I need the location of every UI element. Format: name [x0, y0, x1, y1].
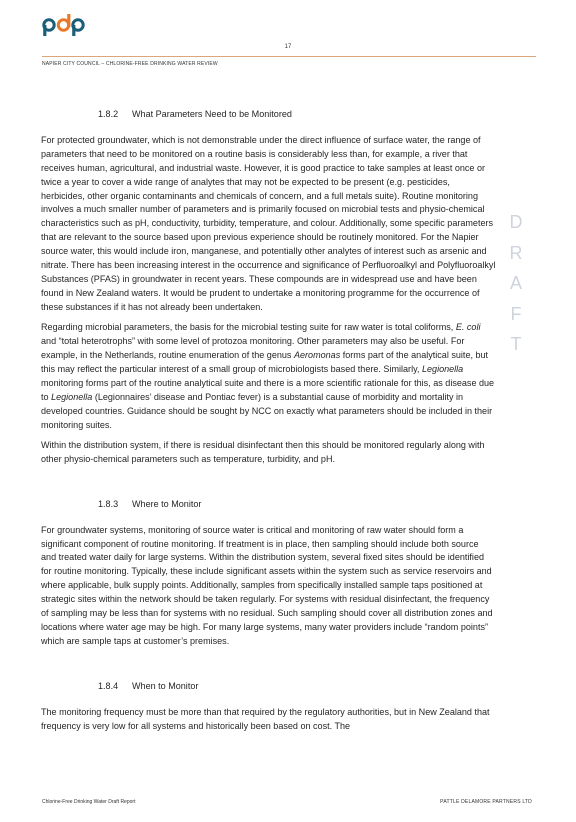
pdp-logo: [42, 13, 86, 37]
footer-company: PATTLE DELAMORE PARTNERS LTD: [440, 799, 532, 805]
italic-term: Legionella: [421, 363, 464, 374]
watermark-letter: A: [509, 273, 522, 293]
header-divider: [42, 56, 536, 57]
paragraph: For protected groundwater, which is not demonstrable under the direct influence of surface water, the range of parameters that need to be monitored on a routine basis is considerably less than, for example, a river that receives human, agricultural, and industrial waste. However, it is good practice to take samples at least once or twice a year to cover a wide range of analytes that may not be expected to be present (e.g. pesticides, herbicides, other organic contaminants and chemicals of concern, and a full metals suite). Routine monitoring involves a much smaller number of parameters and is primarily focused on microbial tests and physio-chemical characteristics such as pH, conductivity, turbidity, temperature, and colour. Additionally, some specific parameters that are relevant to the source based upon previous experience should be routinely monitored. For the Napier source water, this would include iron, manganese, and potentially other analytes of interest such as arsenic and nitrate. There has been increasing interest in the occurrence and significance of Perfluoroalkyl and Polyfluoroalkyl Substances (PFAS) in groundwater in recent years. These compounds are in widespread use and have been found in New Zealand waters. It would be prudent to undertake a monitoring programme for the occurrence of these substances if it has not already been undertaken.: [41, 134, 496, 312]
paragraph: The monitoring frequency must be more than that required by the regulatory authorities, but in New Zealand that frequency is very low for all systems and historically been based on cost. The: [41, 706, 490, 731]
document-body: [41, 108, 496, 740]
footer-report-title: Chlorine-Free Drinking Water Draft Report: [42, 799, 136, 805]
section-heading-1-8-2: [98, 108, 496, 122]
italic-term: Aeromonas: [293, 350, 341, 360]
page-number: 17: [284, 44, 292, 50]
watermark-letter: R: [509, 242, 523, 263]
watermark-letter: T: [510, 334, 522, 354]
watermark-letter: D: [509, 212, 523, 232]
section-number: 1.8.4: [98, 680, 119, 691]
section-title: Where to Monitor: [132, 498, 202, 509]
section-number: 1.8.3: [98, 498, 119, 509]
running-header: NAPIER CITY COUNCIL – CHLORINE-FREE DRINKING WATER REVIEW: [42, 61, 218, 67]
section-title: When to Monitor: [132, 680, 199, 691]
italic-term: E. coli: [455, 322, 481, 333]
italic-term: Legionella: [51, 391, 93, 402]
section-number: 1.8.2: [98, 109, 119, 119]
paragraph-microbial: Regarding microbial parameters, the basis for the microbial testing suite for raw water is total coliforms, E. coli and “total heterotrophs” with some level of protozoa monitoring. Other parameters may also be useful. For example, in the Netherlands, routine enumeration of the genus Aeromonas forms part of the analytical suite, but this may reflect the particular interest of a small group of microbiologists based there. Similarly, Legionella monitoring forms part of the routine analytical suite and there is a more scientific rationale for this, as disease due to Legionella (Legionnaires’ disease and Pontiac fever) is a substantial cause of morbidity and mortality in developed countries. Guidance should be sought by NCC on exactly what parameters should be included in their monitoring suites.: [41, 322, 495, 430]
watermark-letter: F: [510, 303, 522, 324]
paragraph: For groundwater systems, monitoring of source water is critical and monitoring of raw water should form a significant component of routine monitoring. If treatment is in place, then sampling should include both source and treated water daily for large systems. Within the distribution system, several fixed sites should be identified for routine monitoring. Typically, these include significant assets within the system such as service reservoirs and where applicable, bulk supply points. Additionally, samples from specifically installed sample taps positioned at strategic sites within the network should be taken regularly. For systems with residual disinfectant, the frequency of sampling may be less than for systems with no residual. Such sampling should cover all distribution zones and locations where water age may be high. For many large systems, many water providers include “random points” which are sample taps at customer’s premises.: [41, 524, 493, 646]
paragraph: Within the distribution system, if there is residual disinfectant then this should be monitored regularly along with other physio-chemical parameters such as temperature, turbidity, and pH.: [41, 439, 485, 464]
draft-watermark: [505, 207, 527, 360]
section-title: What Parameters Need to be Monitored: [132, 109, 292, 119]
section-heading-1-8-4: [98, 680, 496, 694]
section-heading-1-8-3: [98, 498, 496, 512]
